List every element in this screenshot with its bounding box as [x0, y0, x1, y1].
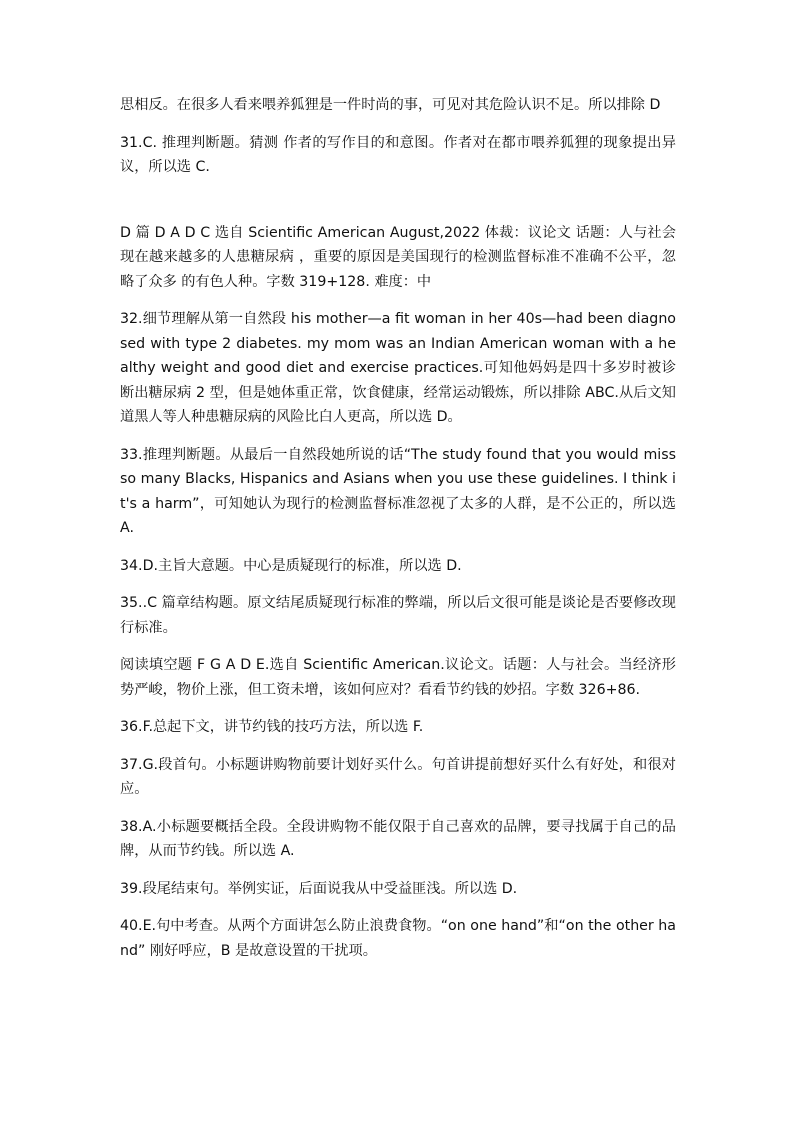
document-page: [120, 93, 676, 963]
answer-40: 40.E.句中考查。从两个方面讲怎么防止浪费食物。“on one hand”和“on the other hand” 刚好呼应，B 是故意设置的干扰项。: [120, 918, 676, 959]
reading-fill-intro: 阅读填空题 F G A D E.选自 Scientific American.议论文。话题：人与社会。当经济形势严峻，物价上涨，但工资未增，该如何应对？看看节约钱的妙招。字数 326+86.: [120, 657, 676, 698]
paragraph-continuation: 思相反。在很多人看来喂养狐狸是一件时尚的事，可见对其危险认识不足。所以排除 D: [120, 97, 661, 113]
answer-36: 36.F.总起下文，讲节约钱的技巧方法，所以选 F.: [120, 719, 424, 735]
answer-31: 31.C. 推理判断题。猜测 作者的写作目的和意图。作者对在都市喂养狐狸的现象提出异议，所以选 C.: [120, 134, 676, 175]
answer-39: 39.段尾结束句。举例实证，后面说我从中受益匪浅。所以选 D.: [120, 880, 518, 897]
answer-34: 34.D.主旨大意题。中心是质疑现行的标准，所以选 D.: [120, 557, 462, 574]
answer-38: 38.A.小标题要概括全段。全段讲购物不能仅限于自己喜欢的品牌，要寻找属于自己的品牌，从而节约钱。所以选 A.: [120, 818, 676, 859]
section-d-intro: D 篇 D A D C 选自 Scientific American August,2022 体裁：议论文 话题：人与社会 现在越来越多的人患糖尿病 ，重要的原因是美国现行的检测监督标准不准确不公平，忽略了众多 的有色人种。字数 319+128. 难度：中: [120, 224, 676, 290]
answer-33: 33.推理判断题。从最后一自然段她所说的话“The study found that you would miss so many Blacks, Hispanics and Asians when you use these guidelines. I think it's a harm”，可知她认为现行的检测监督标准忽视了太多的人群，是不公正的，所以选 A.: [120, 446, 676, 536]
answer-35: 35..C 篇章结构题。原文结尾质疑现行标准的弊端，所以后文很可能是谈论是否要修改现行标准。: [120, 595, 676, 636]
answer-32: 32.细节理解从第一自然段 his mother—a fit woman in her 40s—had been diagnosed with type 2 diabetes. my mom was an Indian American woman with a healthy weight and good diet and exercise practices.可知他妈妈是四十多岁时被诊断出糖尿病 2 型，但是她体重正常，饮食健康，经常运动锻炼，所以排除 ABC.从后文知道黑人等人种患糖尿病的风险比白人更高，所以选 D。: [120, 311, 676, 425]
answer-37: 37.G.段首句。小标题讲购物前要计划好买什么。句首讲提前想好买什么有好处，和很对应。: [120, 756, 676, 797]
